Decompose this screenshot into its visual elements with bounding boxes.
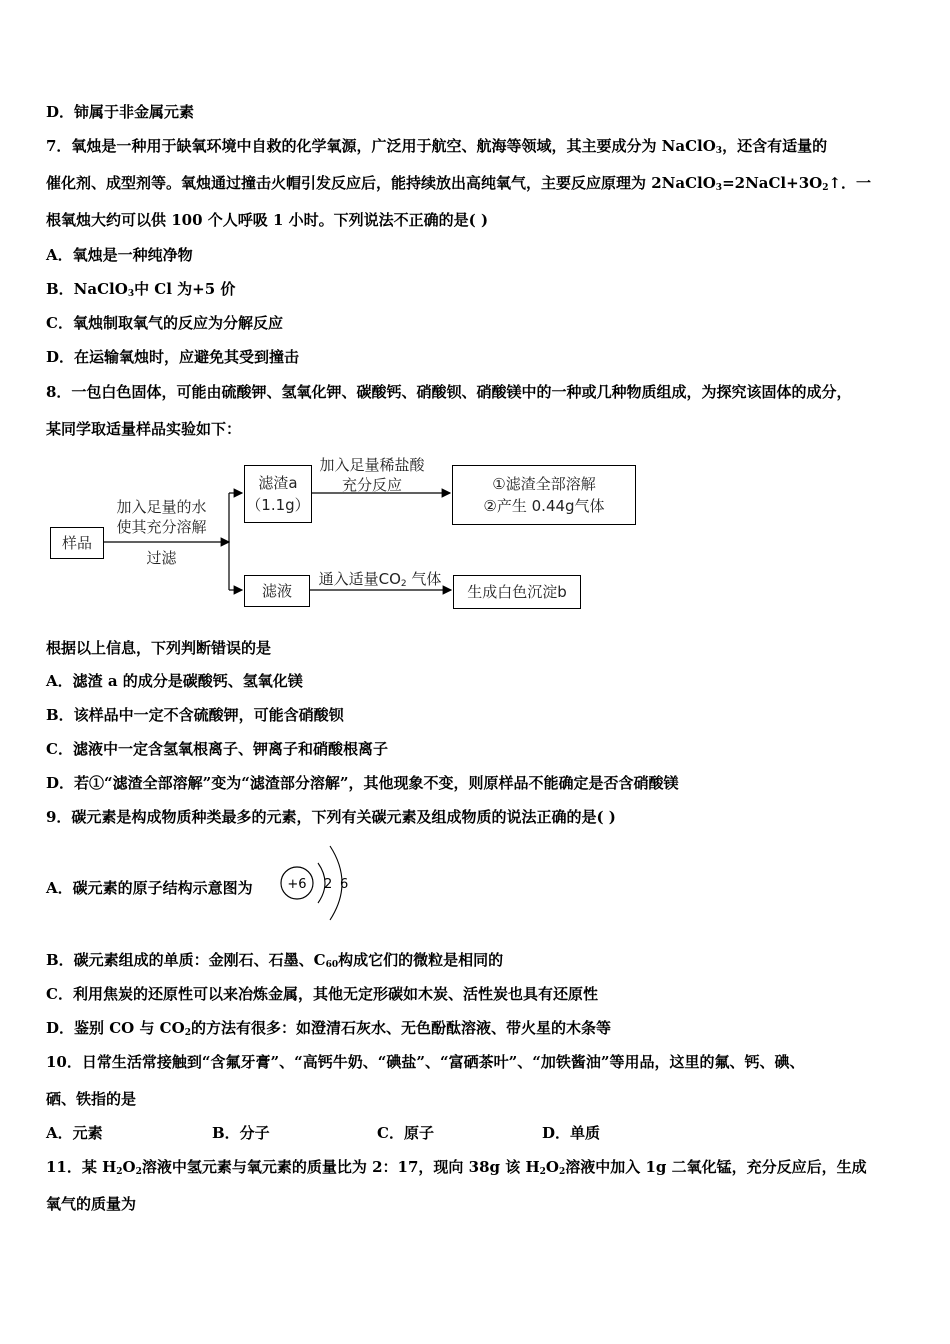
- q8-stem-line2: 某同学取适量样品实验如下：: [46, 420, 242, 438]
- q7-stem-line1: 7．氧烛是一种用于缺氧环境中自救的化学氧源，广泛用于航空、航海等领域，其主要成分为 NaClO$_3$，还含有适量的: [46, 137, 828, 156]
- step1-filter-label: 过滤: [146, 549, 177, 567]
- q9-option-a: A．碳元素的原子结构示意图为: [46, 879, 253, 897]
- q10-stem-line2: 硒、铁指的是: [46, 1090, 137, 1108]
- q8-option-a: A．滤渣 a 的成分是碳酸钙、氢氧化镁: [46, 672, 303, 690]
- acid-step-label: 加入足量稀盐酸 充分反应: [319, 456, 425, 494]
- result1-box: ①滤渣全部溶解 ②产生 0.44g气体: [452, 465, 636, 525]
- shell1-electrons: 2: [324, 877, 333, 892]
- option-d-prev: D．铈属于非金属元素: [46, 103, 195, 121]
- filtrate-box: 滤液: [244, 575, 310, 607]
- precipitate-box: 生成白色沉淀b: [453, 575, 581, 609]
- co2-step-label: 通入适量$CO_2$ 气体: [318, 570, 442, 589]
- residue-box: 滤渣a （1.1g）: [244, 465, 312, 523]
- q8-stem-line1: 8．一包白色固体，可能由硫酸钾、氢氧化钾、碳酸钙、硝酸钡、硝酸镁中的一种或几种物质组成，为探究该固体的成分，: [46, 383, 852, 401]
- q7-option-c: C．氧烛制取氧气的反应为分解反应: [46, 314, 283, 332]
- shell2-electrons: 6: [340, 877, 349, 892]
- q7-option-a: A．氧烛是一种纯净物: [46, 246, 193, 264]
- q9-option-d: D．鉴别 CO 与 $CO_2$的方法有很多：如澄清石灰水、无色酚酞溶液、带火星的木条等: [46, 1019, 611, 1038]
- q11-stem-line2: 氧气的质量为: [46, 1195, 137, 1213]
- step1-label: 加入足量的水 使其充分溶解: [116, 498, 207, 536]
- q8-stem-line3: 根据以上信息，下列判断错误的是: [46, 639, 272, 657]
- q8-option-d: D．若①“滤渣全部溶解”变为“滤渣部分溶解”，其他现象不变，则原样品不能确定是否含硝酸镁: [46, 774, 679, 792]
- q11-stem-line1: 11．某 $H_2O_2$溶液中氢元素与氧元素的质量比为 2：17，现向 38g 该 $H_2O_2$溶液中加入 1g 二氧化锰，充分反应后，生成: [46, 1158, 867, 1177]
- q7-option-b: B．NaClO$_3$中 Cl 为+5 价: [46, 280, 236, 299]
- q9-option-c: C．利用焦炭的还原性可以来冶炼金属，其他无定形碳如木炭、活性炭也具有还原性: [46, 985, 598, 1003]
- q10-option-a: A．元素: [46, 1124, 103, 1142]
- q7-stem-line3: 根氧烛大约可以供 100 个人呼吸 1 小时。下列说法不正确的是( ): [46, 211, 489, 229]
- atom-structure-diagram: [278, 838, 358, 923]
- q8-option-c: C．滤液中一定含氢氧根离子、钾离子和硝酸根离子: [46, 740, 388, 758]
- q10-option-b: B．分子: [212, 1124, 270, 1142]
- q10-option-d: D．单质: [542, 1124, 601, 1142]
- flow-diagram-lines: [0, 0, 950, 640]
- q8-option-b: B．该样品中一定不含硫酸钾，可能含硝酸钡: [46, 706, 344, 724]
- q10-stem-line1: 10．日常生活常接触到“含氟牙膏”、“高钙牛奶、“碘盐”、“富硒茶叶”、“加铁酱油”等用品，这里的氟、钙、碘、: [46, 1053, 805, 1071]
- q10-option-c: C．原子: [377, 1124, 434, 1142]
- nucleus-charge: +6: [287, 877, 307, 892]
- q7-option-d: D．在运输氧烛时，应避免其受到撞击: [46, 348, 300, 366]
- q9-option-b: B．碳元素组成的单质：金刚石、石墨、$C_{60}$构成它们的微粒是相同的: [46, 951, 504, 970]
- sample-box: 样品: [50, 527, 104, 559]
- q9-stem: 9．碳元素是构成物质种类最多的元素，下列有关碳元素及组成物质的说法正确的是( ): [46, 808, 616, 826]
- q7-stem-line2: 催化剂、成型剂等。氧烛通过撞击火帽引发反应后，能持续放出高纯氧气，主要反应原理为 $2NaClO_3=2NaCl+3O_2↑$．一: [46, 174, 872, 193]
